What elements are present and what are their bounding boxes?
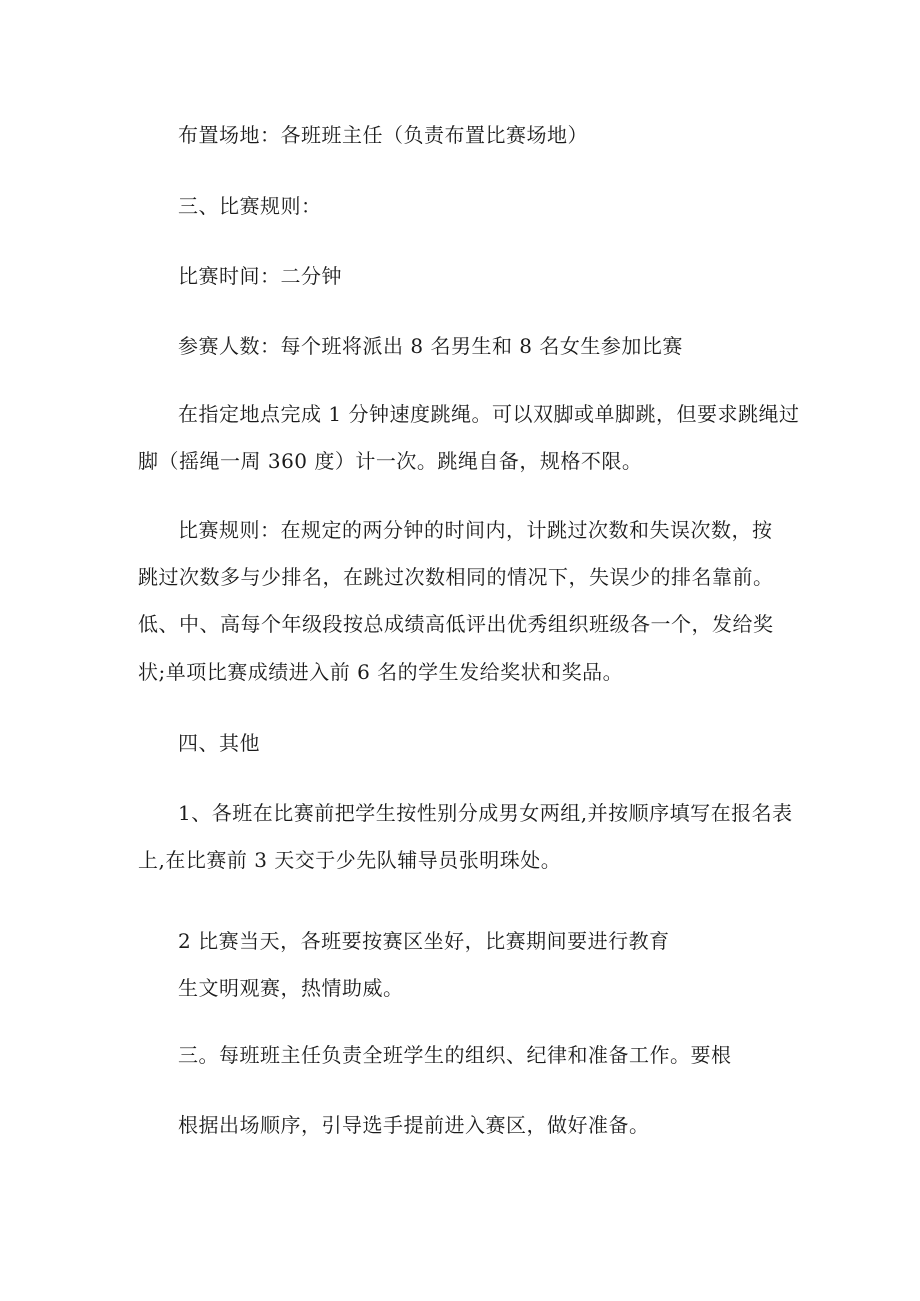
item-one-line-1: 1、各班在比赛前把学生按性别分成男女两组,并按顺序填写在报名表 <box>178 801 793 825</box>
rules-line-3: 低、中、高每个年级段按总成绩高低评出优秀组织班级各一个，发给奖 <box>138 612 774 636</box>
rules-line-1: 比赛规则：在规定的两分钟的时间内，计跳过次数和失误次数，按 <box>178 518 773 542</box>
participants-line: 参赛人数：每个班将派出 8 名男生和 8 名女生参加比赛 <box>178 334 683 358</box>
item-three-line-2: 根据出场顺序，引导选手提前进入赛区，做好准备。 <box>178 1113 650 1137</box>
item-two-line-2: 生文明观赛，热情助威。 <box>178 976 404 1000</box>
rules-line-2: 跳过次数多与少排名，在跳过次数相同的情况下，失误少的排名靠前。 <box>138 565 774 589</box>
section-three-heading: 三、比赛规则： <box>178 194 322 218</box>
speed-rope-line-1: 在指定地点完成 1 分钟速度跳绳。可以双脚或单脚跳，但要求跳绳过 <box>178 402 800 426</box>
rules-line-4: 状;单项比赛成绩进入前 6 名的学生发给奖状和奖品。 <box>138 660 624 684</box>
section-four-heading: 四、其他 <box>178 731 260 755</box>
speed-rope-line-2: 脚（摇绳一周 360 度）计一次。跳绳自备，规格不限。 <box>138 449 643 473</box>
item-three-line-1: 三。每班班主任负责全班学生的组织、纪律和准备工作。要根 <box>178 1043 732 1067</box>
venue-setup-line: 布置场地：各班班主任（负责布置比赛场地） <box>178 123 588 147</box>
item-two-line-1: 2 比赛当天，各班要按赛区坐好，比赛期间要进行教育 <box>178 929 670 953</box>
competition-time-line: 比赛时间：二分钟 <box>178 264 342 288</box>
item-one-line-2: 上,在比赛前 3 天交于少先队辅导员张明珠处。 <box>138 848 562 872</box>
